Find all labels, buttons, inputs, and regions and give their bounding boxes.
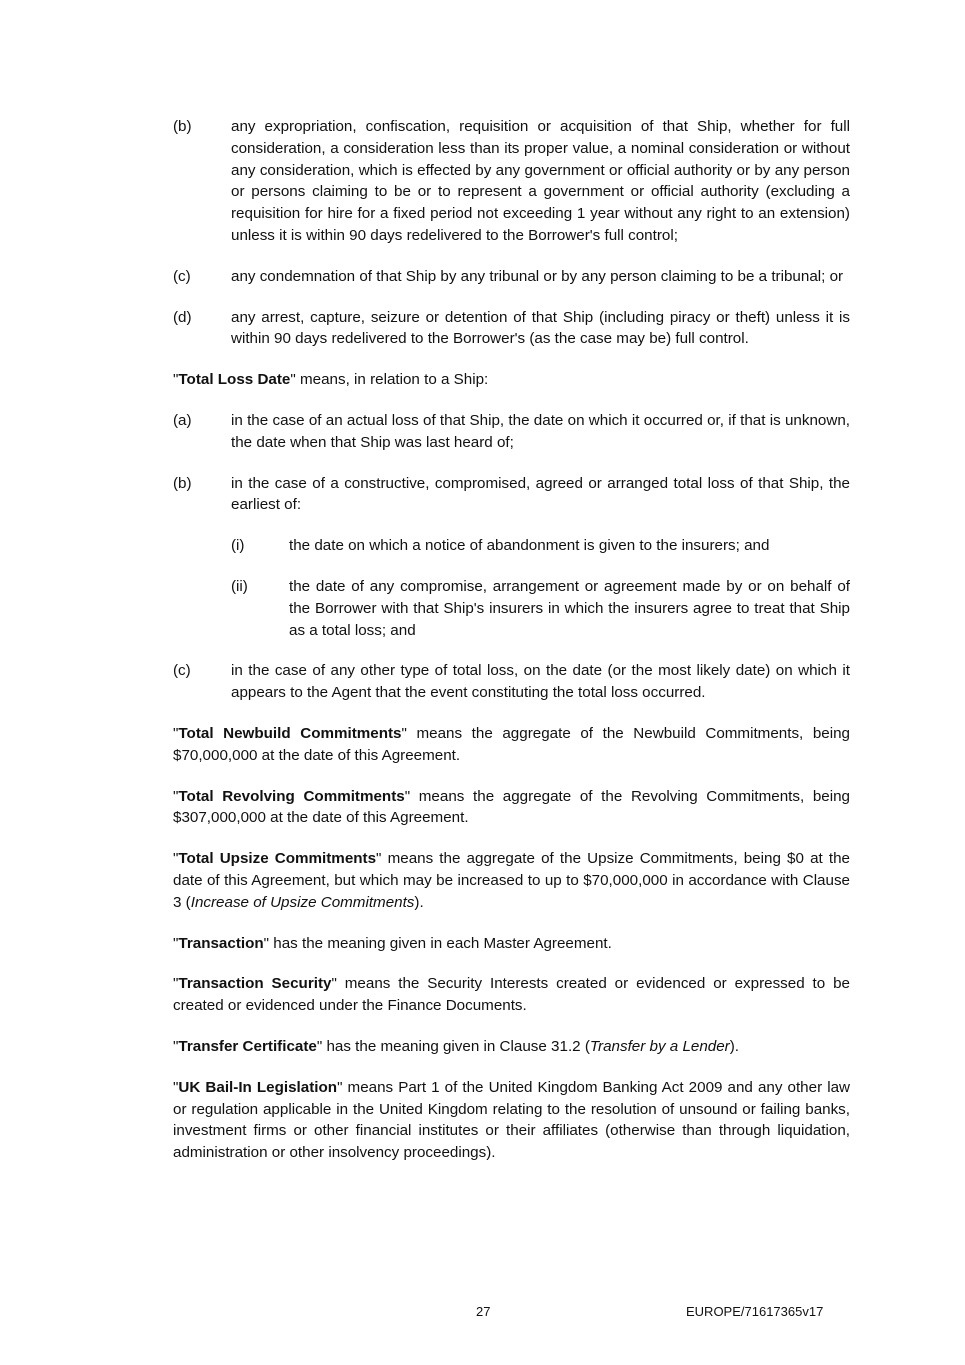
definition-transaction: "Transaction" has the meaning given in each Master Agreement. xyxy=(173,934,612,952)
tld-clause-b xyxy=(173,473,850,517)
tld-clause-a xyxy=(173,410,850,454)
clause-label: (i) xyxy=(231,537,245,555)
defined-term: Transaction Security xyxy=(178,975,332,993)
definition-uk-bail-in-legislation: "UK Bail-In Legislation" means Part 1 of the United Kingdom Banking Act 2009 and any other law or regulation applicable in the United Kingdom relating to the resolution of unsound or failing banks, investment firms or other financial institutes or their affiliates (otherwise than through liquidation, administration or other insolvency proceedings). xyxy=(173,1078,850,1162)
defined-term: Total Newbuild Commitments xyxy=(178,724,402,742)
defined-term: Transfer Certificate xyxy=(178,1037,317,1055)
clause-text: any expropriation, confiscation, requisition or acquisition of that Ship, whether for full consideration, a consideration less than its proper value, a nominal consideration or without any consideration, which is effected by any government or official authority or by any person or persons claiming to be or to represent a government or official authority (excluding a requisition for hire for a fixed period not exceeding 1 year without any right to an extension) unless it is within 90 days redelivered to the Borrower's full control; xyxy=(231,118,850,244)
definition-text: means the aggregate of the Upsize Commitments, being $0 at the date of this Agreement, but which may be increased to up to $70,000,000 in accordance with Clause 3 ( xyxy=(173,850,850,911)
definition-text: means the Security Interests created or evidenced or expressed to be created or evidenced under the Finance Documents. xyxy=(173,975,850,1015)
definition-text: has the meaning given in Clause 31.2 ( xyxy=(322,1037,590,1055)
clause-b-expropriation xyxy=(173,116,850,247)
clause-reference: Increase of Upsize Commitments xyxy=(190,893,415,911)
definition-text-end: ). xyxy=(414,893,424,911)
clause-text: the date on which a notice of abandonment is given to the insurers; and xyxy=(289,537,770,555)
defined-term: Total Loss Date xyxy=(178,371,291,389)
clause-c-condemnation xyxy=(173,266,850,288)
definition-text: means the aggregate of the Newbuild Commitments, being $70,000,000 at the date of this Agreement. xyxy=(173,724,850,764)
definition-text: means, in relation to a Ship: xyxy=(295,371,489,389)
clause-text: any arrest, capture, seizure or detention of that Ship (including piracy or theft) unless it is within 90 days redelivered to the Borrower's (as the case may be) full control. xyxy=(231,308,850,348)
clause-text: any condemnation of that Ship by any tribunal or by any person claiming to be a tribunal; or xyxy=(231,267,844,285)
tld-subclause-ii xyxy=(231,576,850,641)
definition-total-revolving-commitments: "Total Revolving Commitments" means the aggregate of the Revolving Commitments, being $307,000,000 at the date of this Agreement. xyxy=(173,787,850,827)
clause-text: in the case of a constructive, compromised, agreed or arranged total loss of that Ship, the earliest of: xyxy=(231,474,850,514)
definition-total-upsize-commitments: "Total Upsize Commitments" means the aggregate of the Upsize Commitments, being $0 at the date of this Agreement, but which may be increased to up to $70,000,000 in accordance with Clause 3 (Increase of Upsize Commitments). xyxy=(173,850,850,911)
page-number: 27 xyxy=(476,1304,491,1319)
clause-label: (b) xyxy=(173,474,192,492)
clause-label: (a) xyxy=(173,411,192,429)
definition-total-loss-date: "Total Loss Date" means, in relation to a Ship: xyxy=(173,371,489,389)
clause-text: in the case of an actual loss of that Ship, the date on which it occurred or, if that is unknown, the date when that Ship was last heard of; xyxy=(231,411,850,451)
definition-text: means the aggregate of the Revolving Commitments, being $307,000,000 at the date of this Agreement. xyxy=(173,787,850,827)
clause-d-arrest xyxy=(173,307,850,351)
document-body xyxy=(173,116,850,1183)
defined-term: Transaction xyxy=(178,934,264,952)
tld-subclause-i xyxy=(231,535,850,557)
defined-term: Total Revolving Commitments xyxy=(178,787,405,805)
clause-label: (b) xyxy=(173,118,192,135)
clause-label: (d) xyxy=(173,308,192,326)
definition-transaction-security: "Transaction Security" means the Security Interests created or evidenced or expressed to be created or evidenced under the Finance Documents. xyxy=(173,975,850,1015)
clause-reference: Transfer by a Lender xyxy=(589,1037,730,1055)
tld-clause-c xyxy=(173,660,850,704)
clause-label: (c) xyxy=(173,267,191,285)
defined-term: UK Bail-In Legislation xyxy=(178,1078,338,1096)
clause-text: the date of any compromise, arrangement or agreement made by or on behalf of the Borrower with that Ship's insurers in which the insurers agree to treat that Ship as a total loss; and xyxy=(289,577,850,639)
definition-transfer-certificate: "Transfer Certificate" has the meaning given in Clause 31.2 (Transfer by a Lender). xyxy=(173,1037,740,1055)
defined-term: Total Upsize Commitments xyxy=(178,850,377,868)
definition-total-newbuild-commitments: "Total Newbuild Commitments" means the aggregate of the Newbuild Commitments, being $70,000,000 at the date of this Agreement. xyxy=(173,724,850,764)
definition-text-end: ). xyxy=(729,1037,740,1055)
clause-text: in the case of any other type of total loss, on the date (or the most likely date) on which it appears to the Agent that the event constituting the total loss occurred. xyxy=(231,662,850,702)
definition-text: means Part 1 of the United Kingdom Banking Act 2009 and any other law or regulation applicable in the United Kingdom relating to the resolution of unsound or failing banks, investment firms or other financial institutes or their affiliates (otherwise than through liquidation, administration or other insolvency proceedings). xyxy=(173,1078,850,1162)
definition-text: has the meaning given in each Master Agreement. xyxy=(269,934,612,952)
clause-label: (c) xyxy=(173,662,191,680)
clause-label: (ii) xyxy=(231,577,248,595)
document-reference: EUROPE/71617365v17 xyxy=(686,1304,824,1319)
